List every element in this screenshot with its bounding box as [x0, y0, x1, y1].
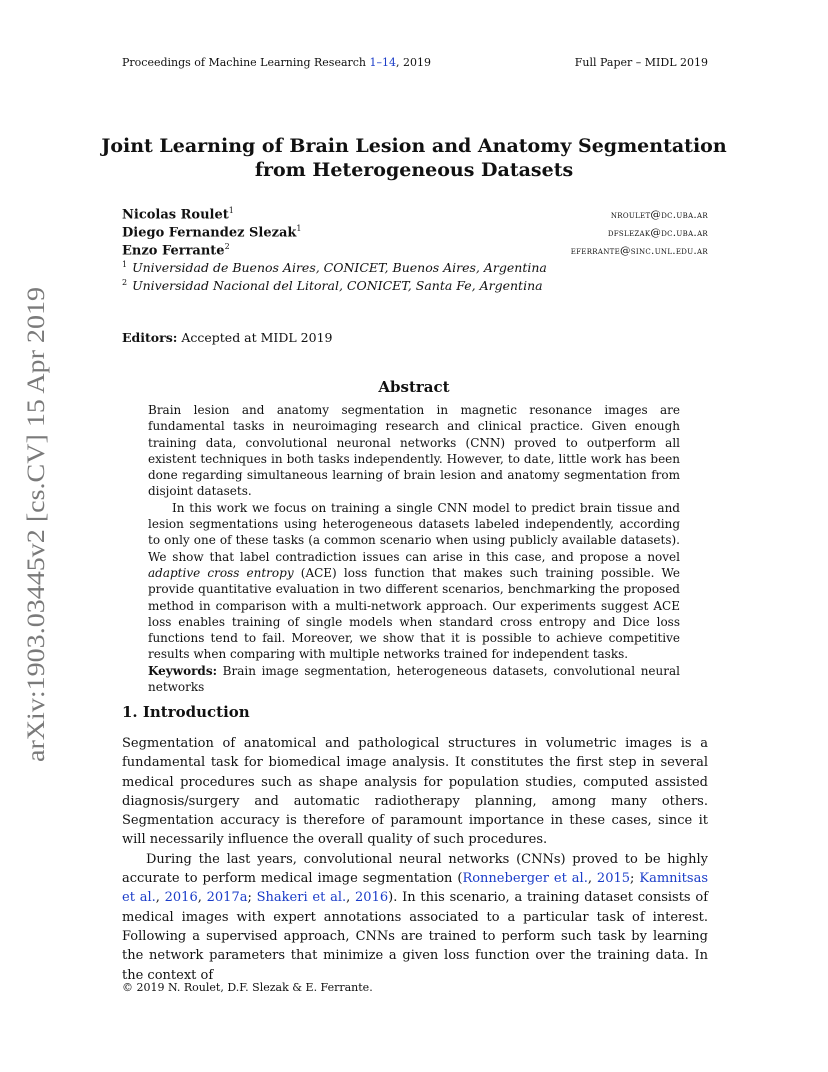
- intro-paragraph-2: [122, 850, 708, 985]
- author-name-text: Diego Fernandez Slezak: [122, 225, 297, 241]
- running-header: [122, 56, 708, 69]
- citation-separator: ,: [587, 871, 597, 887]
- author-block: [122, 206, 708, 296]
- author-email: eferrante@sinc.unl.edu.ar: [570, 245, 708, 258]
- title-line-1: Joint Learning of Brain Lesion and Anatomy Segmentation: [101, 135, 727, 157]
- affiliation-text: Universidad de Buenos Aires, CONICET, Buenos Aires, Argentina: [132, 260, 547, 276]
- page-range-link[interactable]: 1–14: [369, 56, 397, 69]
- citation-link[interactable]: Kamnitsas et al.: [122, 871, 708, 906]
- abstract-paragraph-2: [148, 500, 680, 663]
- author-email: dfslezak@dc.uba.ar: [607, 227, 708, 240]
- editors-label: Editors:: [122, 330, 178, 345]
- arxiv-id-text: arXiv:1903.03445v2 [cs.CV] 15 Apr 2019: [23, 338, 50, 762]
- copyright-notice: © 2019 N. Roulet, D.F. Slezak & E. Ferrante.: [122, 981, 373, 994]
- citation-separator: ;: [247, 890, 257, 906]
- abstract-paragraph-1: Brain lesion and anatomy segmentation in magnetic resonance images are fundamental tasks in neuroimaging research and clinical practice. Given enough training data, convolutional neuronal networks (CNN) proved to outperform all existent techniques in both tasks independently. However, to date, little work has been done regarding simultaneous learning of brain lesion and anatomy segmentation from disjoint datasets.: [148, 403, 680, 499]
- intro-p2-part-a: During the last years, convolutional neural networks (CNNs) proved to be highly accurate to perform medical image segmentation (: [122, 851, 708, 887]
- editors-line: [122, 330, 332, 345]
- citation-year-link[interactable]: 2015: [596, 871, 631, 887]
- citation-year-link[interactable]: 2016: [164, 890, 198, 906]
- title-line-2: from Heterogeneous Datasets: [254, 159, 574, 181]
- abstract-emphasis: adaptive cross entropy: [148, 565, 294, 580]
- abstract-heading: Abstract: [378, 378, 450, 396]
- keywords-text: Brain image segmentation, heterogeneous datasets, convolutional neural networks: [148, 663, 680, 695]
- author-name: [122, 224, 302, 240]
- citation-separator: ,: [155, 890, 165, 906]
- intro-paragraph-1: Segmentation of anatomical and pathological structures in volumetric images is a fundamental task for biomedical image analysis. It constitutes the first step in several medical procedures such as shape analysis for population studies, computed assisted diagnosis/surgery and automatic radiotherapy planning, among many others. Segmentation accuracy is therefore of paramount importance in these cases, since it will necessarily influence the overall quality of such procedures.: [122, 736, 708, 848]
- author-affil-mark: 1: [228, 206, 234, 215]
- section-heading-introduction: 1. Introduction: [122, 703, 250, 721]
- paper-title: [100, 134, 728, 182]
- citation-link[interactable]: Shakeri et al.: [256, 890, 347, 906]
- author-name-text: Enzo Ferrante: [122, 243, 225, 259]
- author-affil-mark: 1: [296, 224, 302, 233]
- introduction-body: [122, 734, 708, 985]
- affiliation-text: Universidad Nacional del Litoral, CONICET, Santa Fe, Argentina: [132, 278, 543, 294]
- keywords: [148, 663, 680, 696]
- citation-separator: ,: [197, 890, 207, 906]
- conference-label: Full Paper – MIDL 2019: [574, 56, 708, 69]
- affiliation-mark: 2: [122, 278, 128, 287]
- citation-link[interactable]: Ronneberger et al.: [462, 871, 588, 887]
- journal-year: , 2019: [396, 56, 432, 69]
- abstract-body: [148, 402, 680, 695]
- citation-separator: ;: [630, 871, 640, 887]
- author-row: [122, 242, 708, 260]
- citation-year-link[interactable]: 2016: [355, 890, 389, 906]
- keywords-label: Keywords:: [148, 663, 218, 678]
- author-email: nroulet@dc.uba.ar: [610, 209, 708, 222]
- citation-year-link[interactable]: 2017a: [206, 890, 248, 906]
- affiliation-mark: 1: [122, 260, 128, 269]
- author-affil-mark: 2: [224, 242, 230, 251]
- intro-p2-part-b: ). In this scenario, a training dataset consists of medical images with expert annotations associated to a particular task of interest. Following a supervised approach, CNNs are trained to perform such task by learning the network parameters that minimize a given loss function over the training data. In the context of: [122, 890, 709, 983]
- abstract-p2-part-a: In this work we focus on training a single CNN model to predict brain tissue and lesion segmentations using heterogeneous datasets labeled independently, according to only one of these tasks (a common scenario when using publicly available datasets). We show that label contradiction issues can arise in this case, and propose a novel: [148, 500, 680, 564]
- author-row: [122, 206, 708, 224]
- journal-info: [122, 56, 431, 69]
- affiliation: [122, 260, 708, 278]
- author-name: [122, 242, 230, 258]
- arxiv-stamp-svg: [20, 287, 50, 762]
- affiliation: [122, 278, 708, 296]
- author-name-text: Nicolas Roulet: [122, 207, 229, 223]
- journal-name: Proceedings of Machine Learning Research: [122, 56, 370, 69]
- arxiv-stamp: [20, 287, 50, 762]
- author-name: [122, 206, 234, 222]
- abstract-p2-part-b: (ACE) loss function that makes such training possible. We provide quantitative evaluation in two different scenarios, benchmarking the proposed method in comparison with a multi-network approach. Our experiments suggest ACE loss enables training of single models when standard cross entropy and Dice loss functions tend to fail. Moreover, we show that it is possible to achieve competitive results when comparing with multiple networks trained for independent tasks.: [148, 565, 680, 662]
- citation-separator: ,: [346, 890, 356, 906]
- author-row: [122, 224, 708, 242]
- editors-text: Accepted at MIDL 2019: [181, 330, 333, 345]
